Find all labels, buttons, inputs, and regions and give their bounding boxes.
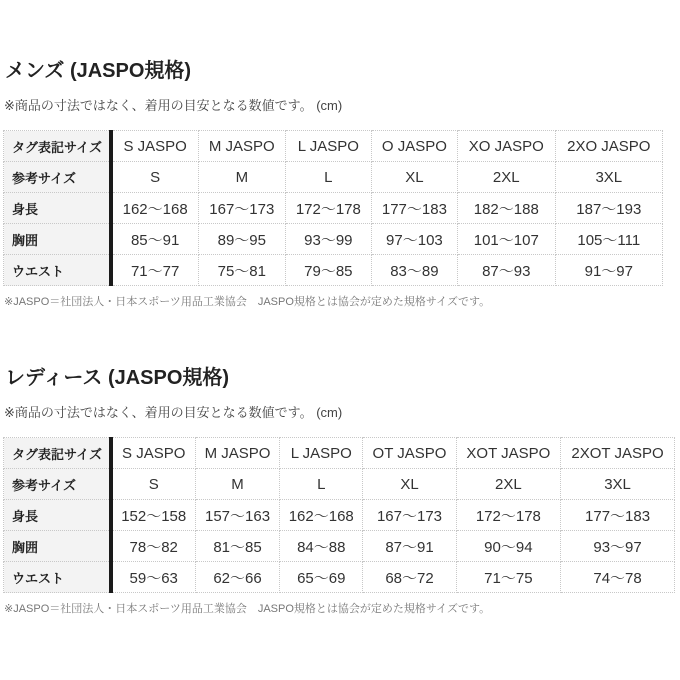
table-row	[4, 500, 675, 531]
mens-jaspo-footnote: ※JASPO＝社団法人・日本スポーツ用品工業協会 JASPO規格とは協会が定めた規格サイズです。	[4, 296, 491, 308]
table-cell: 75～81	[198, 255, 285, 286]
table-row	[4, 193, 663, 224]
ladies-size-note: ※商品の寸法ではなく、着用の目安となる数値です。 (cm)	[4, 405, 343, 420]
table-cell: 3XL	[555, 162, 662, 193]
table-cell: 84～88	[280, 531, 363, 562]
ladies-size-table	[3, 437, 675, 593]
table-cell: 152～158	[111, 500, 196, 531]
table-cell: 182～188	[457, 193, 555, 224]
table-cell: 59～63	[111, 562, 196, 593]
table-cell: S JASPO	[111, 131, 199, 162]
table-cell: 78～82	[111, 531, 196, 562]
table-cell: 177～183	[371, 193, 457, 224]
table-cell: 162～168	[280, 500, 363, 531]
table-cell: 79～85	[285, 255, 371, 286]
row-header: 胸囲	[4, 224, 111, 255]
table-cell: 172～178	[456, 500, 560, 531]
table-cell: 105～111	[555, 224, 662, 255]
row-header: 身長	[4, 500, 111, 531]
table-cell: 157～163	[195, 500, 279, 531]
table-cell: M JASPO	[198, 131, 285, 162]
table-cell: 101～107	[457, 224, 555, 255]
table-cell: 2XO JASPO	[555, 131, 662, 162]
table-row	[4, 438, 675, 469]
table-cell: 167～173	[198, 193, 285, 224]
table-cell: M	[195, 469, 279, 500]
table-cell: 83～89	[371, 255, 457, 286]
table-cell: 65～69	[280, 562, 363, 593]
table-cell: 162～168	[111, 193, 199, 224]
table-cell: 91～97	[555, 255, 662, 286]
table-cell: XL	[371, 162, 457, 193]
mens-size-table	[3, 130, 663, 286]
table-cell: O JASPO	[371, 131, 457, 162]
row-header: タグ表記サイズ	[4, 438, 111, 469]
table-row	[4, 255, 663, 286]
row-header: 胸囲	[4, 531, 111, 562]
table-cell: 87～93	[457, 255, 555, 286]
table-cell: M JASPO	[195, 438, 279, 469]
table-row	[4, 562, 675, 593]
table-cell: S	[111, 162, 199, 193]
table-cell: L	[280, 469, 363, 500]
table-cell: M	[198, 162, 285, 193]
table-cell: 62～66	[195, 562, 279, 593]
table-cell: XOT JASPO	[456, 438, 560, 469]
table-cell: 97～103	[371, 224, 457, 255]
table-cell: 85～91	[111, 224, 199, 255]
ladies-jaspo-footnote: ※JASPO＝社団法人・日本スポーツ用品工業協会 JASPO規格とは協会が定めた規格サイズです。	[4, 603, 491, 615]
table-cell: 87～91	[363, 531, 456, 562]
table-cell: 3XL	[561, 469, 675, 500]
table-cell: 177～183	[561, 500, 675, 531]
row-header: 身長	[4, 193, 111, 224]
table-row	[4, 531, 675, 562]
table-row	[4, 162, 663, 193]
ladies-section-title: レディース (JASPO規格)	[5, 367, 230, 389]
table-row	[4, 224, 663, 255]
table-cell: 71～75	[456, 562, 560, 593]
table-cell: L JASPO	[280, 438, 363, 469]
table-cell: S JASPO	[111, 438, 196, 469]
table-cell: 167～173	[363, 500, 456, 531]
table-cell: 68～72	[363, 562, 456, 593]
row-header: タグ表記サイズ	[4, 131, 111, 162]
mens-section	[3, 0, 676, 309]
table-cell: 89～95	[198, 224, 285, 255]
row-header: 参考サイズ	[4, 469, 111, 500]
table-cell: 90～94	[456, 531, 560, 562]
table-cell: 71～77	[111, 255, 199, 286]
table-row	[4, 131, 663, 162]
table-cell: 2XL	[456, 469, 560, 500]
table-cell: 187～193	[555, 193, 662, 224]
table-cell: 93～97	[561, 531, 675, 562]
table-cell: XO JASPO	[457, 131, 555, 162]
table-cell: 81～85	[195, 531, 279, 562]
table-cell: L	[285, 162, 371, 193]
row-header: ウエスト	[4, 562, 111, 593]
table-cell: OT JASPO	[363, 438, 456, 469]
table-cell: 172～178	[285, 193, 371, 224]
table-row	[4, 469, 675, 500]
table-cell: 74～78	[561, 562, 675, 593]
table-cell: L JASPO	[285, 131, 371, 162]
row-header: ウエスト	[4, 255, 111, 286]
table-cell: 2XOT JASPO	[561, 438, 675, 469]
mens-size-note: ※商品の寸法ではなく、着用の目安となる数値です。 (cm)	[4, 98, 343, 113]
table-cell: 93～99	[285, 224, 371, 255]
table-cell: 2XL	[457, 162, 555, 193]
row-header: 参考サイズ	[4, 162, 111, 193]
table-cell: S	[111, 469, 196, 500]
table-cell: XL	[363, 469, 456, 500]
ladies-section	[3, 309, 676, 616]
mens-section-title: メンズ (JASPO規格)	[5, 60, 192, 82]
